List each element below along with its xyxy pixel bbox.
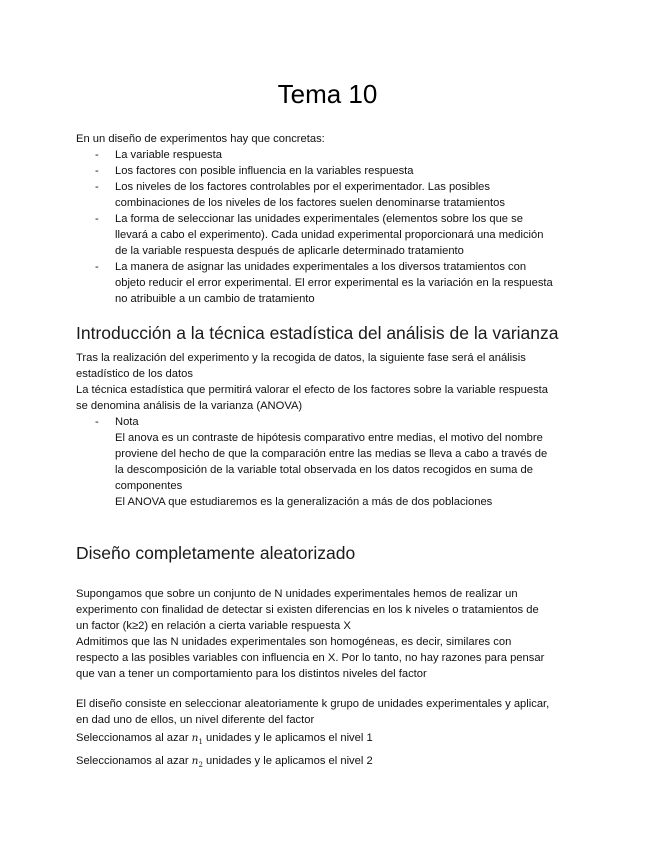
list-item: - Los factores con posible influencia en la variables respuesta [95, 165, 414, 177]
section1-body: Tras la realización del experimento y la recogida de datos, la siguiente fase será el análisis estadístico de los datos La técnica estadística que permitirá valorar el efecto de los factores sobre la variable respuesta se denomina análisis de la varianza (ANOVA) - Nota El anova es un contraste de hipótesis comparativo entre medias, el motivo del nombre proviene del hecho de que la comparación entre las medias se lleva a cabo a través de la descomposición de la variable total observada en los datos recogidos en suma de componentes El ANOVA que estudiaremos es la generalización a más de dos poblaciones [76, 350, 586, 510]
list-item: - La forma de seleccionar las unidades experimentales (elementos sobre los que se llevará a cabo el experimento). Cada unidad experimental proporcionará una medición de la variable respuesta después de aplicarle determinado tratamiento [95, 213, 544, 257]
section2-body: Supongamos que sobre un conjunto de N unidades experimentales hemos de realizar un experimento con finalidad de detectar si existen diferencias en los k niveles o tratamientos de un factor (k≥2) en relación a cierta variable respuesta X Admitimos que las N unidades experimentales son homogéneas, es decir, similares con respecto a las posibles variables con influencia en X. Por lo tanto, no hay razones para pensar que van a tener un comportamiento para los distintos niveles del factor [76, 588, 545, 680]
intro-lead: En un diseño de experimentos hay que concretas: [76, 133, 325, 145]
page-title: Tema 10 [277, 79, 378, 109]
section2-body-2: El diseño consiste en seleccionar aleatoriamente k grupo de unidades experimentales y aplicar, en dad uno de ellos, un nivel diferente del factor Seleccionamos al azar $n_1$ unidades y le aplicamos el nivel 1 Seleccionamos al azar $n_2$ unidades y le aplicamos el nivel 2 [76, 696, 586, 770]
math-n1: $n_1$ [191, 732, 203, 746]
math-n2: $n_2$ [191, 755, 203, 769]
note-label: Nota [115, 416, 139, 428]
section-heading-diseno: Diseño completamente aleatorizado [76, 543, 356, 563]
selection-line-1: Seleccionamos al azar $n_1$ unidades y le aplicamos el nivel 1 [76, 732, 373, 746]
section-heading-anova: Introducción a la técnica estadística del análisis de la varianza [76, 323, 559, 343]
list-item: - Los niveles de los factores controlables por el experimentador. Las posibles combinaciones de los niveles de los factores suelen denominarse tratamientos [95, 181, 505, 209]
list-item: - La manera de asignar las unidades experimentales a los diversos tratamientos con objeto reducir el error experimental. El error experimental es la variación en la respuesta no atribuible a un cambio de tratamiento [95, 261, 553, 305]
intro-block [76, 131, 586, 307]
selection-line-2: Seleccionamos al azar $n_2$ unidades y le aplicamos el nivel 2 [76, 755, 373, 769]
list-item: - La variable respuesta [95, 149, 222, 161]
note-item: - Nota El anova es un contraste de hipótesis comparativo entre medias, el motivo del nombre proviene del hecho de que la comparación entre las medias se lleva a cabo a través de la descomposición de la variable total observada en los datos recogidos en suma de componentes El ANOVA que estudiaremos es la generalización a más de dos poblaciones [76, 414, 586, 510]
